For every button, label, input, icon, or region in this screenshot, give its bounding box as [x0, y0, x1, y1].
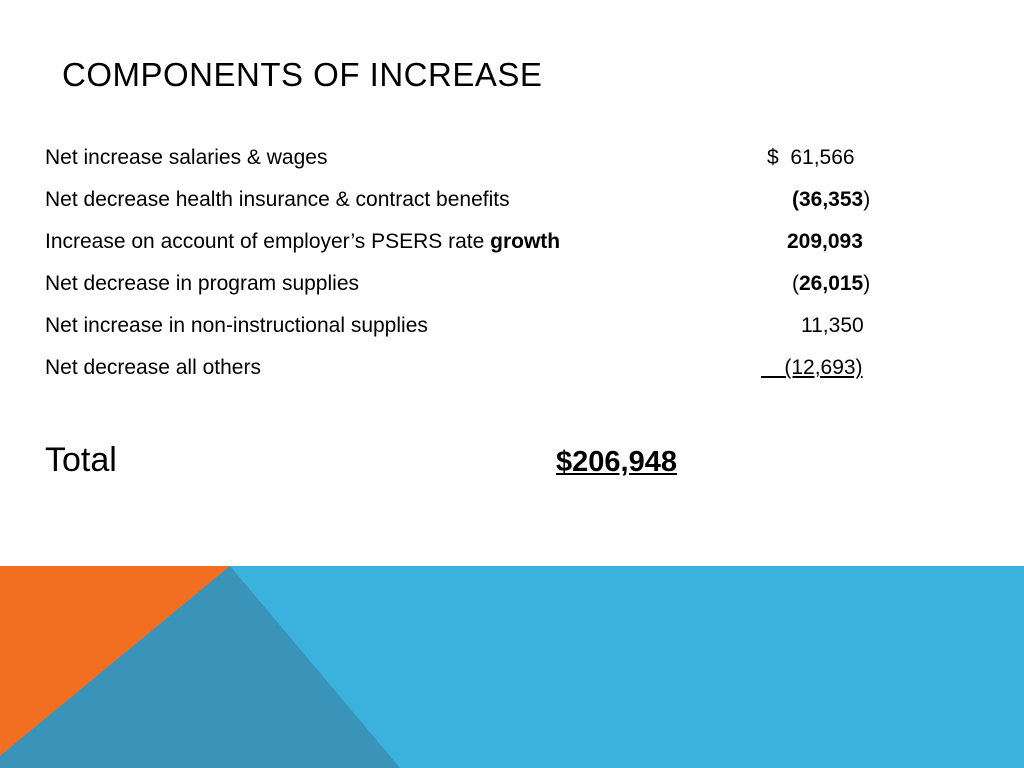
item-amount: 209,093 — [787, 230, 863, 253]
list-item — [45, 356, 945, 384]
page-title: COMPONENTS OF INCREASE — [62, 56, 543, 93]
total-label: Total — [45, 441, 117, 479]
item-label-emphasis: growth — [490, 230, 561, 253]
item-amount: $ 61,566 — [767, 146, 855, 169]
item-label: Net increase salaries & wages — [45, 146, 328, 169]
item-amount-paren: ) — [863, 188, 871, 211]
item-label-text: Increase on account of employer’s PSERS rate — [45, 230, 491, 253]
item-label: Net decrease all others — [45, 356, 261, 379]
item-label: Net increase in non-instructional supplies — [45, 314, 428, 337]
item-amount-value: 26,015 — [799, 272, 864, 295]
total-amount: $206,948 — [556, 446, 677, 478]
item-label: Net decrease health insurance & contract benefits — [45, 188, 510, 211]
list-item — [45, 230, 945, 258]
list-item — [45, 146, 945, 174]
item-amount — [792, 272, 870, 296]
item-amount-value: (36,353 — [792, 188, 864, 211]
item-label — [45, 230, 560, 254]
list-item — [45, 188, 945, 216]
item-amount — [792, 188, 870, 212]
item-label: Net decrease in program supplies — [45, 272, 359, 295]
list-item — [45, 314, 945, 342]
item-amount: (12,693) — [761, 356, 863, 379]
item-amount-paren: ( — [792, 272, 799, 295]
list-item — [45, 272, 945, 300]
item-amount: 11,350 — [801, 314, 864, 337]
item-amount-paren: ) — [863, 272, 871, 295]
decorative-band — [0, 566, 1024, 768]
